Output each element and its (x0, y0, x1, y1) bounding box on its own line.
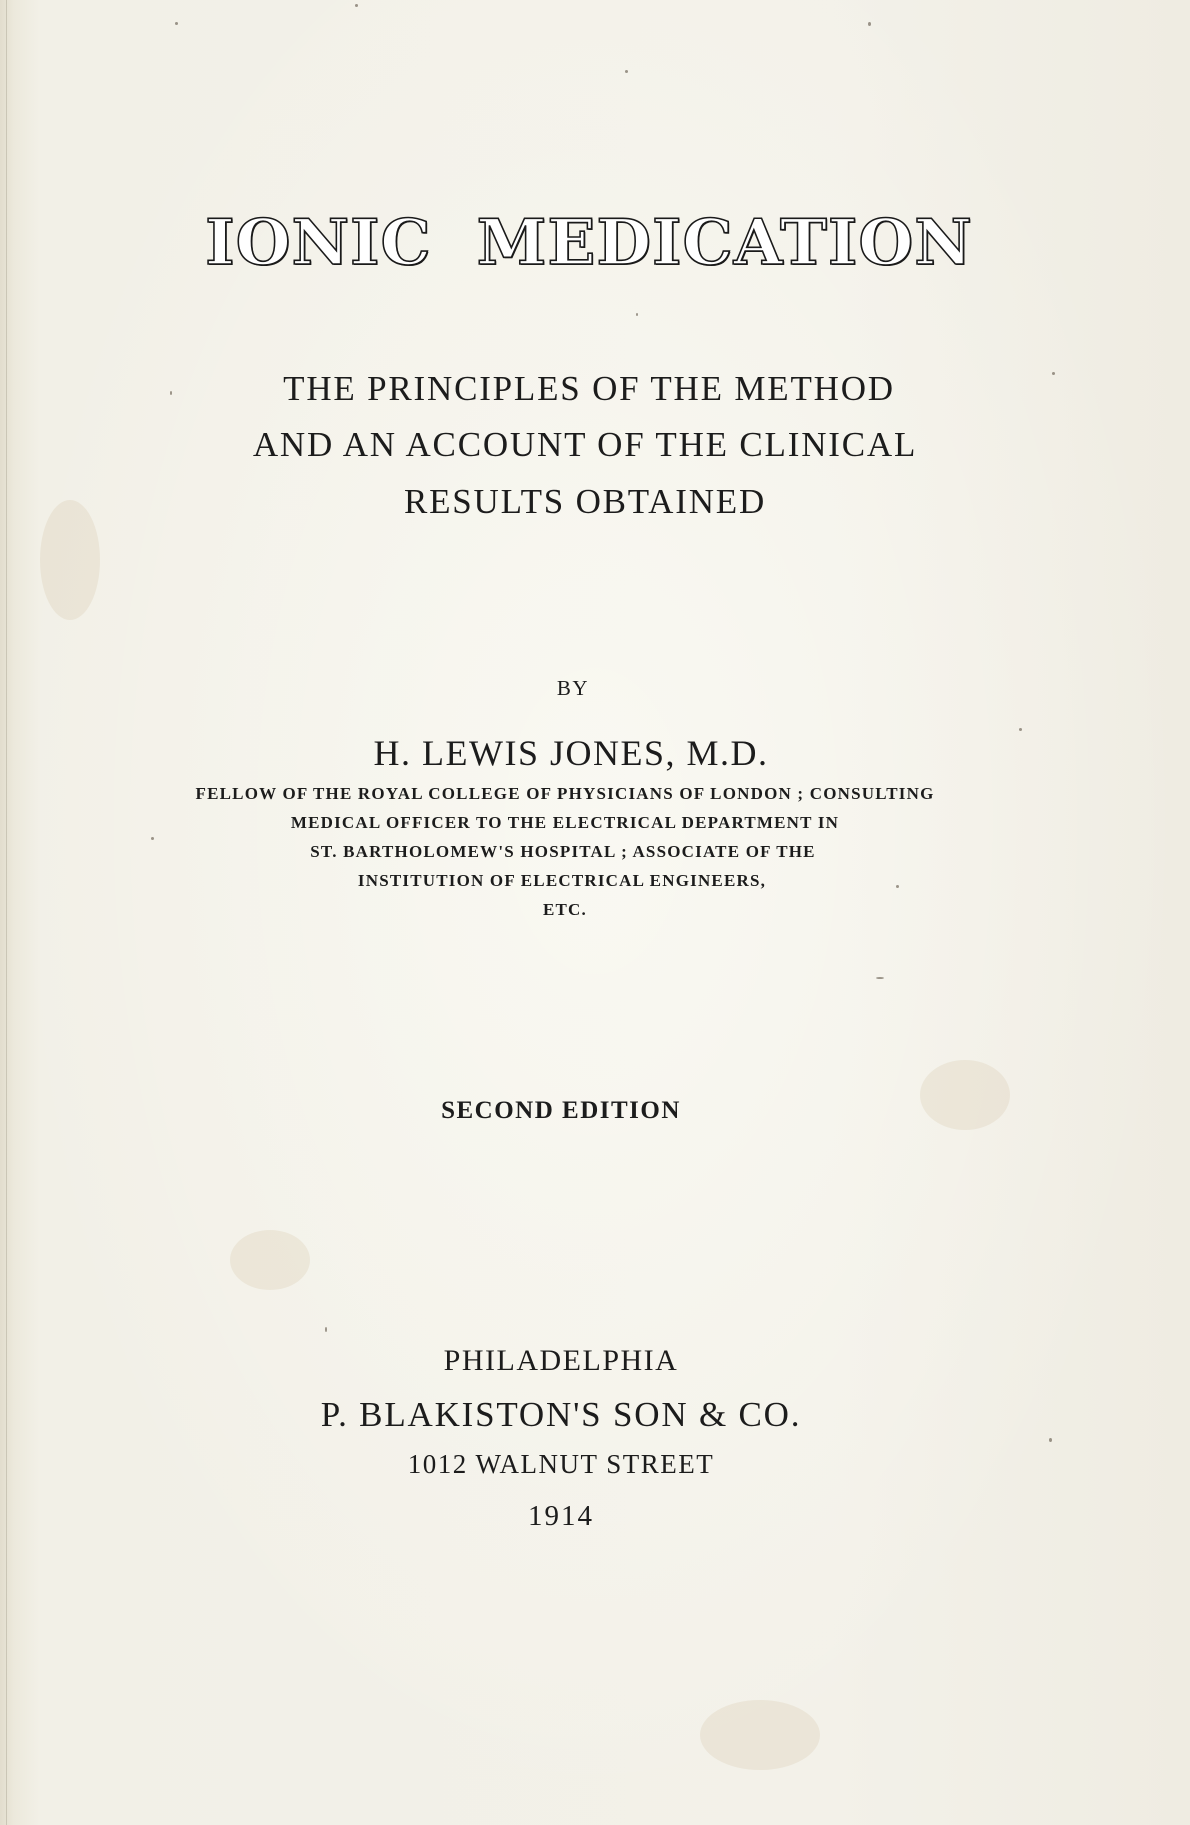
publication-year: 1914 (528, 1500, 594, 1532)
paper-speck (876, 977, 884, 979)
subtitle-line: AND AN ACCOUNT OF THE CLINICAL (252, 425, 918, 464)
paper-speck (625, 70, 628, 73)
paper-speck (325, 1327, 327, 1332)
author-credentials-line: MEDICAL OFFICER TO THE ELECTRICAL DEPARTMENT IN (290, 813, 840, 832)
paper-speck (636, 313, 638, 316)
paper-speck (151, 837, 154, 840)
subtitle-line: RESULTS OBTAINED (403, 482, 767, 521)
paper-speck (868, 22, 871, 26)
author-credentials-line: INSTITUTION OF ELECTRICAL ENGINEERS, (357, 871, 767, 890)
paper-speck (175, 22, 178, 25)
edition-label: SECOND EDITION (441, 1097, 681, 1124)
book-title: IONIC MEDICATION (205, 205, 973, 279)
paper-stain (230, 1230, 310, 1290)
author-credentials-line: ST. BARTHOLOMEW'S HOSPITAL ; ASSOCIATE OF THE (310, 842, 816, 861)
publisher-address: 1012 WALNUT STREET (407, 1449, 715, 1479)
paper-speck (1049, 1438, 1052, 1442)
author-credentials-line: ETC. (542, 900, 587, 919)
author-name: H. LEWIS JONES, M.D. (373, 733, 769, 773)
publisher-name: P. BLAKISTON'S SON & CO. (320, 1395, 802, 1434)
paper-stain (700, 1700, 820, 1770)
by-label: BY (556, 676, 590, 700)
subtitle-line: THE PRINCIPLES OF THE METHOD (283, 369, 895, 408)
author-credentials-line: FELLOW OF THE ROYAL COLLEGE OF PHYSICIANS OF LONDON ; CONSULTING (195, 784, 935, 803)
paper-speck (1019, 728, 1022, 731)
paper-speck (355, 4, 358, 7)
publication-city: PHILADELPHIA (443, 1344, 679, 1377)
